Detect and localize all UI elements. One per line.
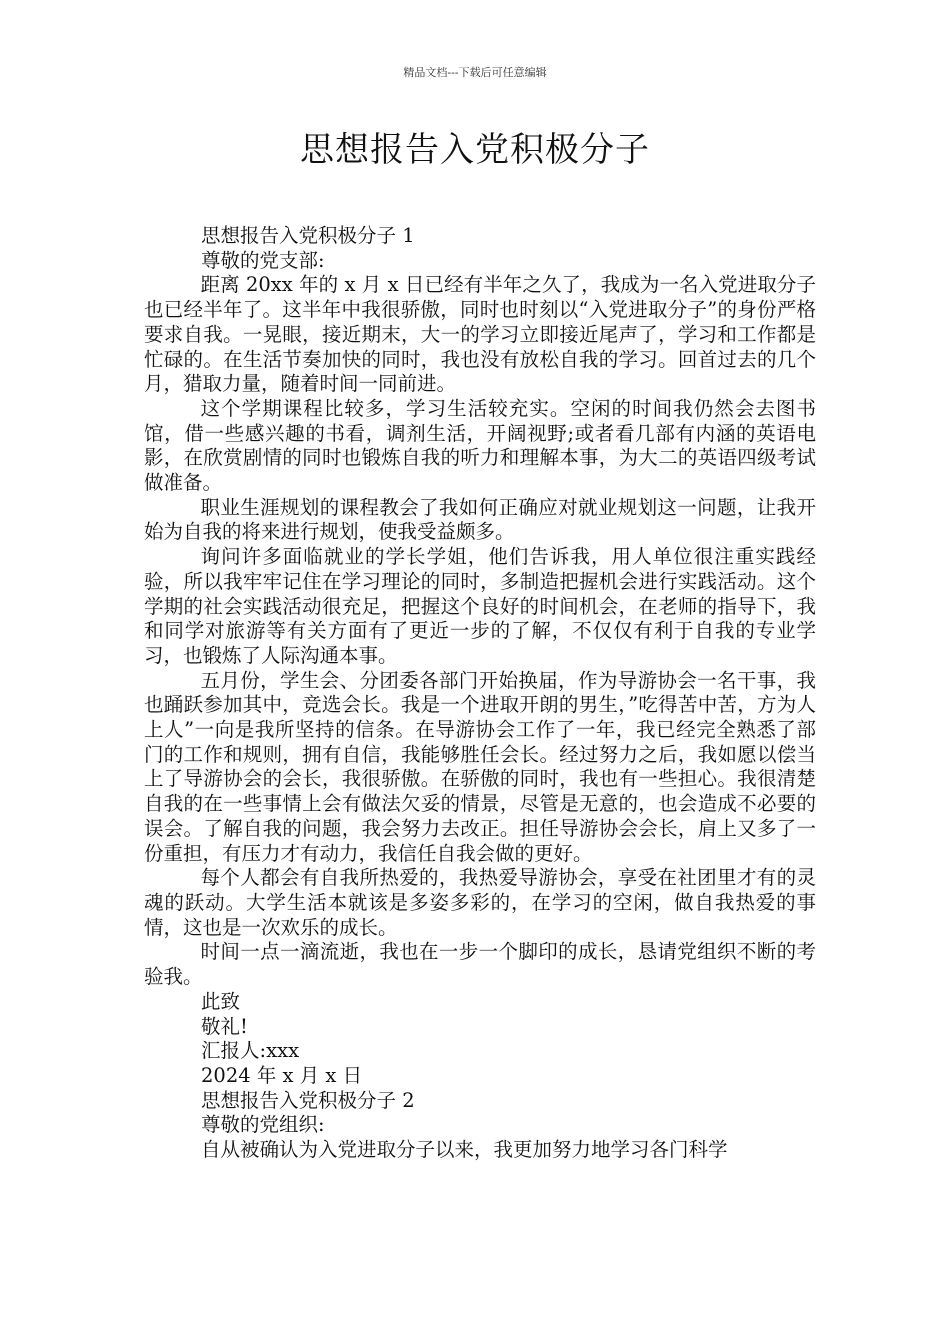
- document-title: 思想报告入党积极分子: [300, 130, 650, 170]
- closing-line-1: 此致: [201, 989, 241, 1013]
- body-paragraph-5: 五月份，学生会、分团委各部门开始换届，作为导游协会一名干事，我也踊跃参加其中，竞选会长。我是一个进取开朗的男生，”吃得苦中苦，方为人上人”一向是我所坚持的信条。在导游协会工作了一年，我已经完全熟悉了部门的工作和规则，拥有自信，我能够胜任会长。经过努力之后，我如愿以偿当上了导游协会的会长，我很骄傲。在骄傲的同时，我也有一些担心。我很清楚自我的在一些事情上会有做法欠妥的情景，尽管是无意的，也会造成不必要的误会。了解自我的问题，我会努力去改正。担任导游协会会长，肩上又多了一份重担，有压力才有动力，我信任自我会做的更好。: [144, 668, 816, 865]
- section-2-heading: 思想报告入党积极分子 2: [201, 1088, 415, 1112]
- section-2-first-line: 自从被确认为入党进取分子以来，我更加努力地学习各门科学: [201, 1138, 728, 1162]
- salutation-1: 尊敬的党支部:: [201, 248, 325, 272]
- body-paragraph-7: 时间一点一滴流逝，我也在一步一个脚印的成长，恳请党组织不断的考验我。: [144, 940, 816, 989]
- body-paragraph-4: 询问许多面临就业的学长学姐，他们告诉我，用人单位很注重实践经验，所以我牢牢记住在学习理论的同时，多制造把握机会进行实践活动。这个学期的社会实践活动很充足，把握这个良好的时间机会，在老师的指导下，我和同学对旅游等有关方面有了更近一步的了解，不仅仅有利于自我的专业学习，也锻炼了人际沟通本事。: [144, 545, 816, 667]
- report-date: 2024 年 x 月 x 日: [201, 1063, 363, 1087]
- document-body: [144, 224, 816, 1163]
- body-paragraph-6: 每个人都会有自我所热爱的，我热爱导游协会，享受在社团里才有的灵魂的跃动。大学生活本就该是多姿多彩的，在学习的空闲，做自我热爱的事情，这也是一次欢乐的成长。: [144, 866, 816, 939]
- section-1-heading: 思想报告入党积极分子 1: [201, 224, 415, 247]
- closing-line-2: 敬礼!: [201, 1014, 248, 1038]
- body-paragraph-2: 这个学期课程比较多，学习生活较充实。空闲的时间我仍然会去图书馆，借一些感兴趣的书看，调剂生活，开阔视野;或者看几部有内涵的英语电影，在欣赏剧情的同时也锻炼自我的听力和理解本事，为大二的英语四级考试做准备。: [144, 396, 816, 495]
- body-paragraph-3: 职业生涯规划的课程教会了我如何正确应对就业规划这一问题，让我开始为自我的将来进行规划，使我受益颇多。: [144, 495, 816, 544]
- reporter-signature: 汇报人:xxx: [201, 1039, 300, 1063]
- page-header: 精品文档---下载后可任意编辑: [403, 66, 547, 79]
- body-paragraph-1: 距离 20xx 年的 x 月 x 日已经有半年之久了，我成为一名入党进取分子也已经半年了。这半年中我很骄傲，同时也时刻以“入党进取分子”的身份严格要求自我。一晃眼，接近期末，大一的学习立即接近尾声了，学习和工作都是忙碌的。在生活节奏加快的同时，我也没有放松自我的学习。回首过去的几个月，猎取力量，随着时间一同前进。: [144, 273, 816, 396]
- salutation-2: 尊敬的党组织:: [201, 1113, 325, 1137]
